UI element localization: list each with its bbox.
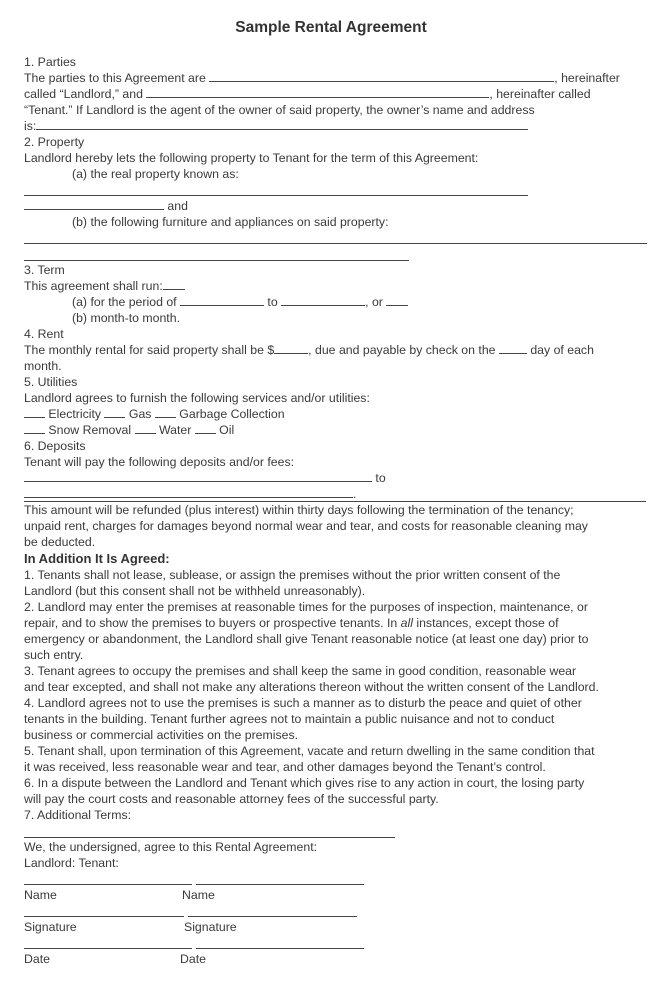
tenant-date-label: Date <box>180 952 206 966</box>
landlord-name-label: Name <box>24 888 57 902</box>
owner-address-blank[interactable] <box>36 118 528 130</box>
landlord-signature-line[interactable] <box>24 916 184 917</box>
clause-line-6: such entry. <box>24 648 84 662</box>
term-or-blank[interactable] <box>386 294 408 306</box>
electricity-blank[interactable] <box>24 406 45 418</box>
clause-line-10: tenants in the building. Tenant further agrees not to maintain a public nuisance and not to conduct <box>24 712 555 726</box>
rent-text-c: day of each <box>530 343 594 357</box>
tenant-signature-label: Signature <box>184 920 237 934</box>
clause-line-2: Landlord (but this consent shall not be withheld unreasonably). <box>24 584 366 598</box>
clause-line-5: emergency or abandonment, the Landlord shall give Tenant reasonable notice (at least one day) prior to <box>24 632 589 646</box>
deposit-blank-1[interactable] <box>24 470 372 482</box>
clause-line-7: 3. Tenant agrees to occupy the premises and shall keep the same in good condition, reasonable wear <box>24 664 577 678</box>
term-text-to: to <box>267 295 278 309</box>
clause-line-8: and tear excepted, and shall not make any alterations thereon without the written consent of the Landlord. <box>24 680 599 694</box>
deposits-line-4: This amount will be refunded (plus interest) within thirty days following the termination of the tenancy; <box>24 503 574 517</box>
rent-day-blank[interactable] <box>499 342 527 354</box>
deposits-line-5: unpaid rent, charges for damages beyond normal wear and tear, and costs for reasonable cleaning may <box>24 519 588 533</box>
property-blank-2[interactable] <box>24 198 164 210</box>
signature-parties: Landlord: Tenant: <box>24 856 119 870</box>
term-from-blank[interactable] <box>180 294 264 306</box>
section-property-heading: 2. Property <box>24 135 85 149</box>
parties-line-2 <box>24 86 591 102</box>
rent-line-1 <box>24 342 594 358</box>
clause-line-11: business or commercial activities on the premises. <box>24 728 299 742</box>
landlord-date-label: Date <box>24 952 50 966</box>
parties-line-4 <box>24 118 528 134</box>
term-blank[interactable] <box>163 278 185 290</box>
term-text-a: This agreement shall run: <box>24 279 163 293</box>
rent-text-a: The monthly rental for said property shall be $ <box>24 343 275 357</box>
section-parties-heading: 1. Parties <box>24 55 76 69</box>
clause-4-italic: all <box>400 616 413 630</box>
utility-garbage: Garbage Collection <box>179 407 285 421</box>
clause-4a: repair, and to show the premises to buyers or prospective tenants. In <box>24 616 401 630</box>
rent-amount-blank[interactable] <box>274 342 308 354</box>
rent-text-b: , due and payable by check on the <box>308 343 496 357</box>
section-term-heading: 3. Term <box>24 263 65 277</box>
term-line-1 <box>24 278 185 294</box>
property-line-2: (a) the real property known as: <box>72 167 239 181</box>
additional-heading: In Addition It Is Agreed: <box>24 551 170 566</box>
garbage-blank[interactable] <box>155 406 176 418</box>
utility-electricity: Electricity <box>48 407 102 421</box>
oil-blank[interactable] <box>195 422 216 434</box>
property-line-3 <box>24 198 188 214</box>
additional-terms-blank[interactable] <box>24 837 395 838</box>
property-text-and: and <box>167 199 188 213</box>
furniture-blank-1[interactable] <box>24 243 647 244</box>
deposits-line-3 <box>24 486 356 502</box>
section-rent-heading: 4. Rent <box>24 327 64 341</box>
term-line-2 <box>24 294 408 310</box>
parties-blank-2[interactable] <box>146 86 489 98</box>
clause-line-14: 6. In a dispute between the Landlord and Tenant which gives rise to any action in court, the losing party <box>24 776 585 790</box>
utility-gas: Gas <box>128 407 152 421</box>
utilities-line-1: Landlord agrees to furnish the following services and/or utilities: <box>24 391 370 405</box>
tenant-name-label: Name <box>182 888 215 902</box>
utility-oil: Oil <box>219 423 235 437</box>
clause-line-1: 1. Tenants shall not lease, sublease, or assign the premises without the prior written consent of the <box>24 568 561 582</box>
landlord-signature-label: Signature <box>24 920 77 934</box>
term-to-blank[interactable] <box>281 294 365 306</box>
deposits-line-1: Tenant will pay the following deposits and/or fees: <box>24 455 295 469</box>
tenant-signature-line[interactable] <box>188 916 357 917</box>
term-text-or: , or <box>365 295 383 309</box>
parties-line-1 <box>24 70 620 86</box>
tenant-name-line[interactable] <box>196 884 364 885</box>
parties-blank-1[interactable] <box>209 70 554 82</box>
clause-line-3: 2. Landlord may enter the premises at reasonable times for the purposes of inspection, maintenance, or <box>24 600 588 614</box>
section-deposits-heading: 6. Deposits <box>24 439 86 453</box>
water-blank[interactable] <box>135 422 156 434</box>
utility-snow-removal: Snow Removal <box>48 423 132 437</box>
deposits-line-6: be deducted. <box>24 535 96 549</box>
parties-text-a: The parties to this Agreement are <box>24 71 206 85</box>
signature-intro: We, the undersigned, agree to this Rental Agreement: <box>24 840 318 854</box>
term-text-b: (a) for the period of <box>72 295 177 309</box>
tenant-date-line[interactable] <box>196 948 364 949</box>
utility-water: Water <box>158 423 192 437</box>
clause-line-12: 5. Tenant shall, upon termination of this Agreement, vacate and return dwelling in the same condition that <box>24 744 595 758</box>
landlord-name-line[interactable] <box>24 884 192 885</box>
furniture-blank-2[interactable] <box>24 260 409 261</box>
clause-line-15: will pay the court costs and reasonable attorney fees of the successful party. <box>24 792 439 806</box>
parties-text-d: , hereinafter called <box>489 87 591 101</box>
clause-line-4 <box>24 615 559 631</box>
section-utilities-heading: 5. Utilities <box>24 375 78 389</box>
property-line-4: (b) the following furniture and appliances on said property: <box>72 215 389 229</box>
clause-line-9: 4. Landlord agrees not to use the premises is such a manner as to disturb the peace and quiet of other <box>24 696 582 710</box>
deposits-text-to: to <box>375 471 386 485</box>
gas-blank[interactable] <box>104 406 125 418</box>
clause-4c: instances, except those of <box>412 616 559 630</box>
snow-blank[interactable] <box>24 422 45 434</box>
deposits-line-2 <box>24 470 386 486</box>
term-line-3: (b) month-to month. <box>72 311 180 325</box>
parties-line-3: “Tenant.” If Landlord is the agent of the owner of said property, the owner’s name and address <box>24 103 535 117</box>
parties-text-b: , hereinafter <box>554 71 620 85</box>
property-blank-1[interactable] <box>24 195 528 196</box>
clause-line-13: it was received, less reasonable wear and tear, and other damages beyond the Tenant’s control. <box>24 760 546 774</box>
utilities-line-3 <box>24 422 234 438</box>
utilities-line-2 <box>24 406 285 422</box>
parties-text-c: called “Landlord,” and <box>24 87 143 101</box>
deposit-blank-2[interactable] <box>24 486 353 498</box>
property-line-1: Landlord hereby lets the following property to Tenant for the term of this Agreement: <box>24 151 479 165</box>
deposits-period: . <box>353 487 357 501</box>
parties-text-f: is: <box>24 119 37 133</box>
document-title: Sample Rental Agreement <box>235 19 427 36</box>
landlord-date-line[interactable] <box>24 948 192 949</box>
rent-line-2: month. <box>24 359 62 373</box>
clause-line-16: 7. Additional Terms: <box>24 808 132 822</box>
